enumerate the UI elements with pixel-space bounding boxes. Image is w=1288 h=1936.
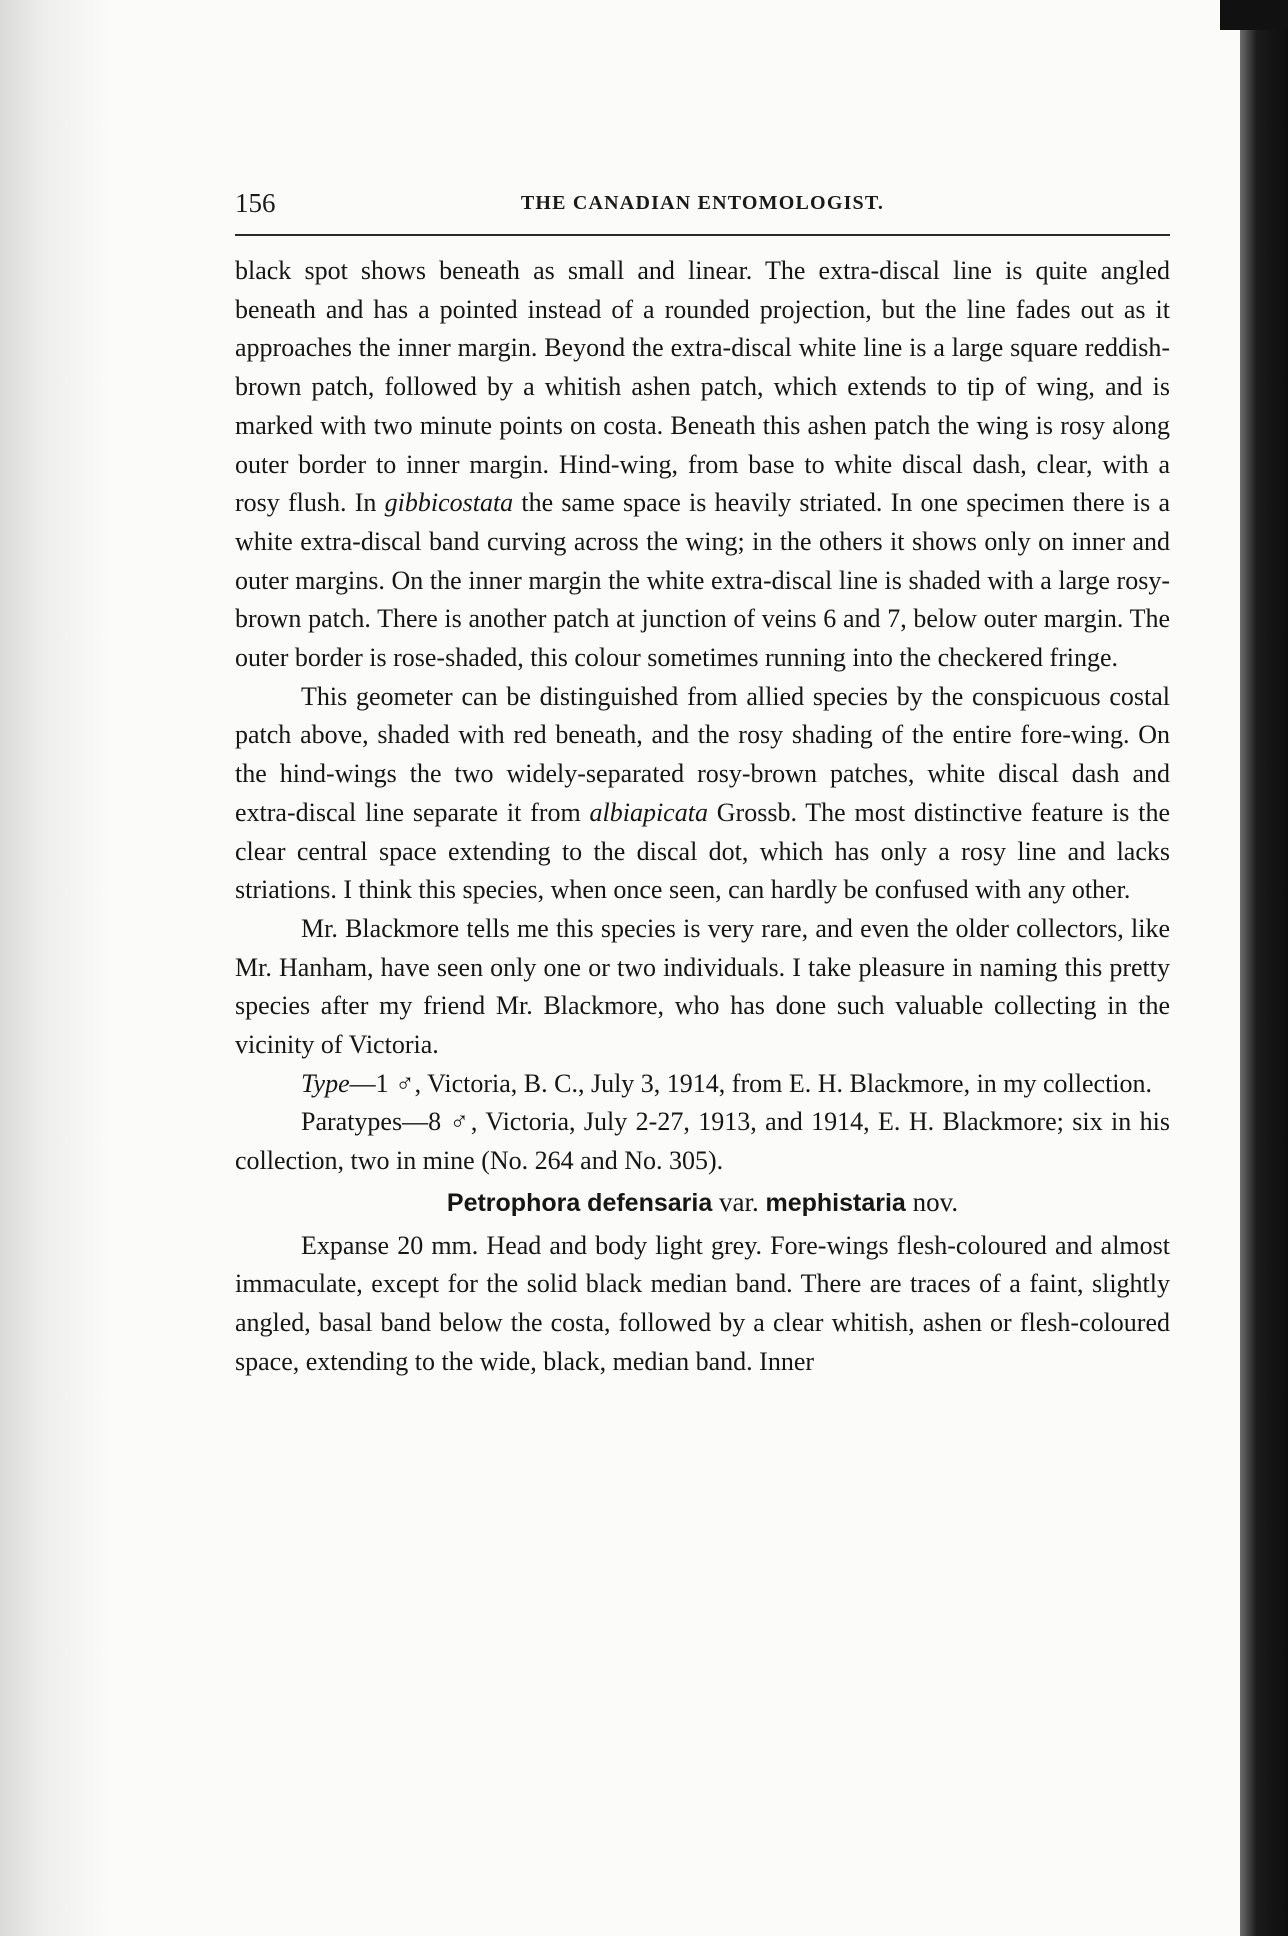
heading-species-name: Petrophora defensaria xyxy=(446,1188,713,1217)
species-heading xyxy=(235,1183,1170,1223)
page-number: 156 xyxy=(235,188,276,218)
italic-species-name: gibbicostata xyxy=(384,488,514,518)
heading-var: var. xyxy=(712,1186,766,1217)
page-gutter-shadow xyxy=(0,0,110,1936)
text-run: Grossb. The most distinctive feature is the clear central space extending to the discal dot, which has only a rosy line and lacks striations. I think this species, when once seen, can hardly be confused with any other. xyxy=(235,797,1170,905)
heading-nov: nov. xyxy=(905,1186,959,1217)
page-header xyxy=(235,188,1170,228)
text-run: Mr. Blackmore tells me this species is very rare, and even the older collectors, like Mr. Hanham, have seen only one or two individuals. I take pleasure in naming this pretty species after my friend Mr. Blackmore, who has done such valuable collecting in the vicinity of Victoria. xyxy=(235,913,1170,1060)
italic-species-name: albiapicata xyxy=(589,797,708,827)
running-title: THE CANADIAN ENTOMOLOGIST. xyxy=(520,192,885,214)
text-run: black spot shows beneath as small and linear. The extra-discal line is quite angled beneath and has a pointed instead of a rounded projection, but the line fades out as it approaches the inner margin. Beyond the extra-discal white line is a large square reddish-brown patch, followed by a whitish ashen patch, which extends to tip of wing, and is marked with two minute points on costa. Beneath this ashen patch the wing is rosy along outer border to inner margin. Hind-wing, from base to white discal dash, clear, with a rosy flush. In xyxy=(235,256,1170,518)
paragraph-type xyxy=(235,1065,1170,1104)
text-run: This geometer can be distinguished from allied species by the conspicuous costal patch above, shaded with red beneath, and the rosy shading of the entire fore-wing. On the hind-wings the two widely-separated rosy-brown patches, white discal dash and extra-discal line separate it from xyxy=(235,681,1170,827)
body-text xyxy=(235,252,1170,1381)
italic-type-label: Type xyxy=(301,1068,350,1098)
text-run: —1 ♂, Victoria, B. C., July 3, 1914, from E. H. Blackmore, in my collection. xyxy=(349,1068,1153,1098)
paragraph-description xyxy=(235,1227,1170,1382)
scan-edge xyxy=(1220,0,1288,30)
paragraph-comparison xyxy=(235,678,1170,910)
header-rule xyxy=(235,234,1170,236)
heading-variety-name: mephistaria xyxy=(765,1188,906,1217)
text-run: Expanse 20 mm. Head and body light grey. Fore-wings flesh-coloured and almost immaculate, except for the solid black median band. There are traces of a faint, slightly angled, basal band below the costa, followed by a clear whitish, ashen or flesh-coloured space, extending to the wide, black, median band. Inner xyxy=(235,1230,1170,1376)
paragraph-continuation xyxy=(235,252,1170,678)
text-run: Paratypes—8 ♂, Victoria, July 2-27, 1913, and 1914, E. H. Blackmore; six in his collection, two in mine (No. 264 and No. 305). xyxy=(235,1107,1170,1176)
paragraph-paratypes xyxy=(235,1103,1170,1180)
paragraph-naming xyxy=(235,910,1170,1065)
text-run: the same space is heavily striated. In one specimen there is a white extra-discal band curving across the wing; in the others it shows only on inner and outer margins. On the inner margin the white extra-discal line is shaded with a large rosy-brown patch. There is another patch at junction of veins 6 and 7, below outer margin. The outer border is rose-shaded, this colour sometimes running into the checkered fringe. xyxy=(235,488,1170,673)
book-spine-shadow xyxy=(1240,0,1288,1936)
